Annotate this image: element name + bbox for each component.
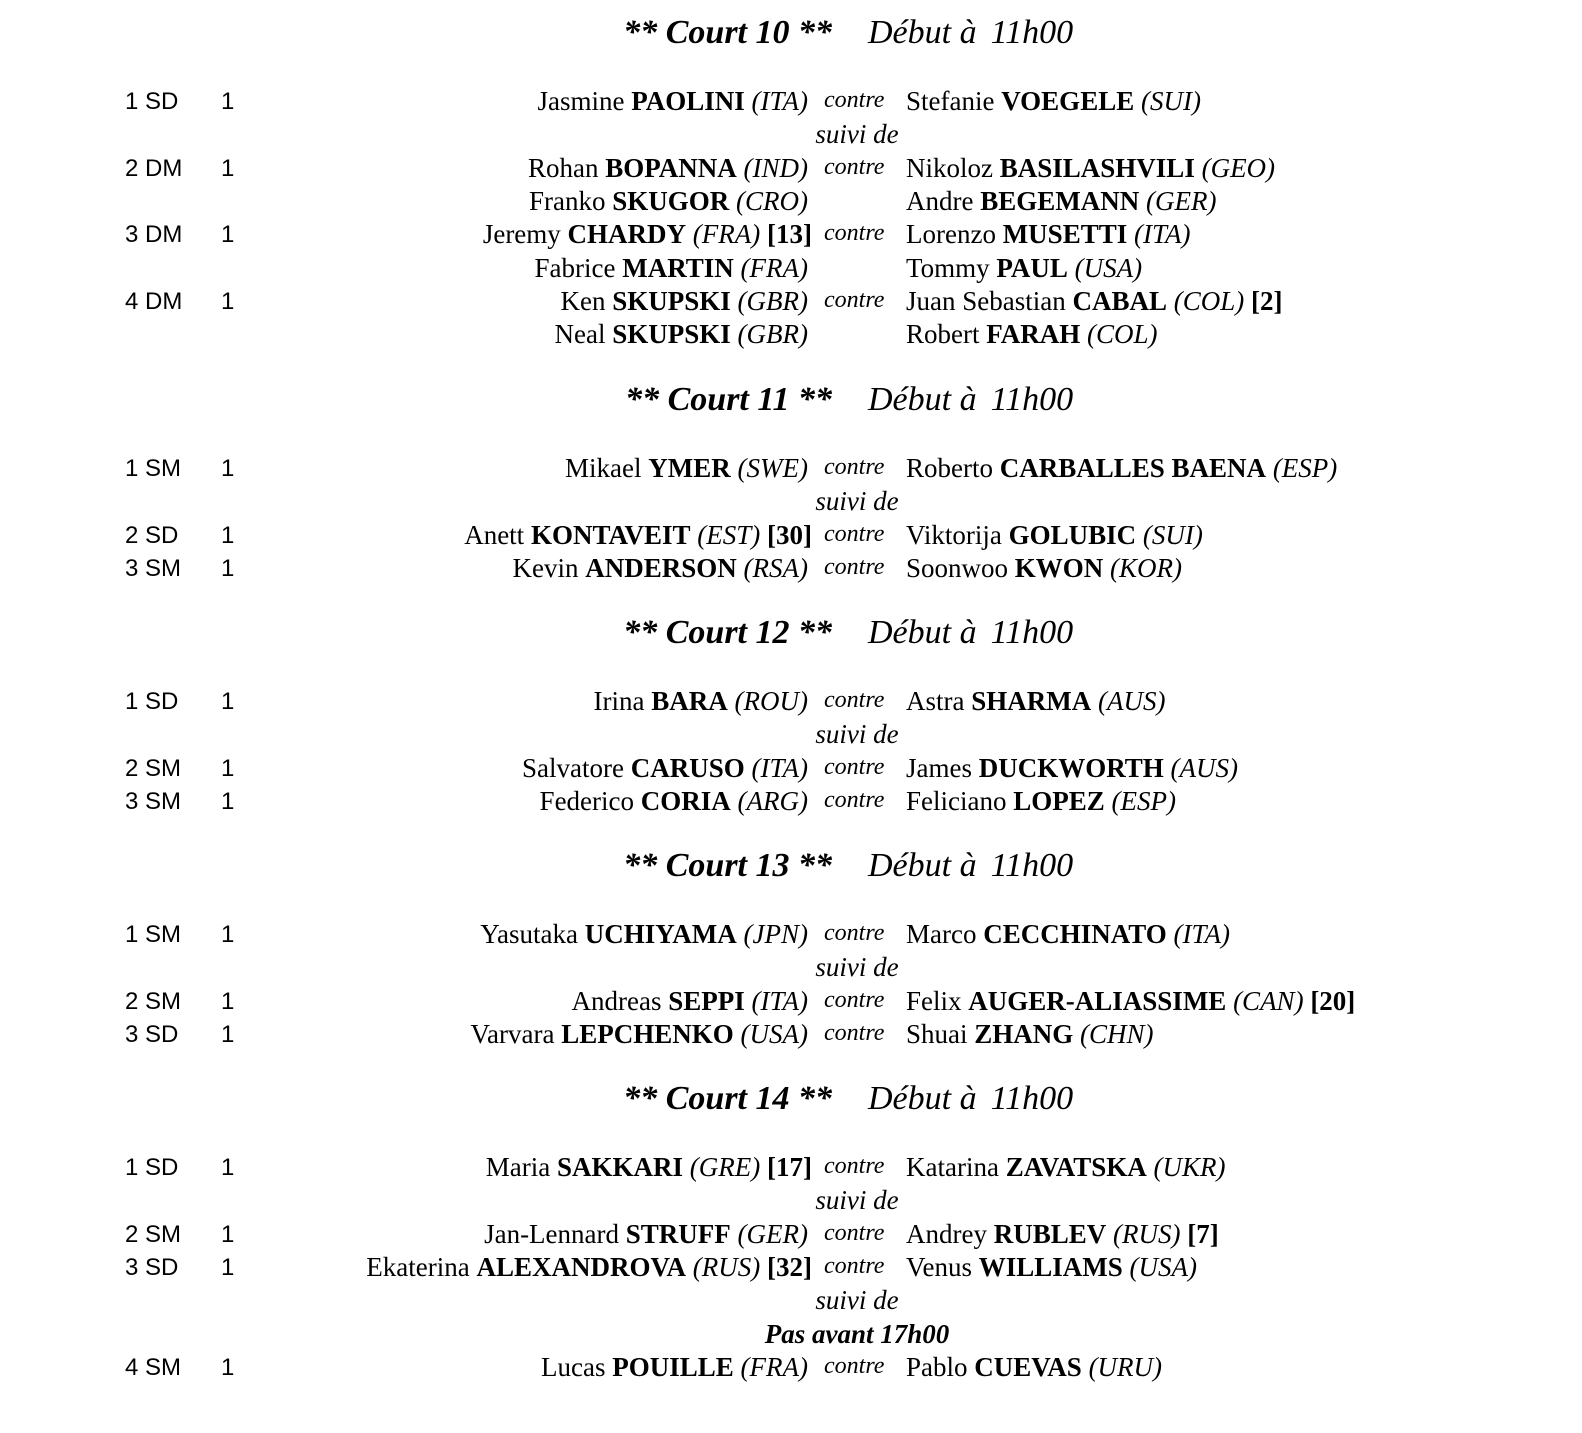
versus-label: contre [824, 1153, 885, 1179]
country-code: (RSA) [743, 552, 808, 583]
country-code: (UKR) [1153, 1152, 1226, 1182]
last-name: POUILLE [612, 1351, 734, 1382]
match-number: 3 SM [125, 554, 182, 582]
first-name: Ekaterina [366, 1251, 470, 1282]
country-code: (ITA) [1134, 219, 1191, 250]
last-name: SKUPSKI [612, 285, 731, 316]
note-text: suivi de [815, 1185, 899, 1216]
suivi-de-note [0, 717, 1582, 751]
last-name: VOEGELE [1001, 86, 1135, 116]
note-text: suivi de [815, 719, 899, 750]
note-text: suivi de [815, 1285, 899, 1316]
player-left [484, 1219, 808, 1250]
versus-label: contre [824, 454, 885, 480]
country-code: (RUS) [1113, 1218, 1181, 1249]
versus-label: contre [824, 986, 885, 1013]
player-right [906, 319, 1158, 350]
player-right [906, 986, 1355, 1017]
last-name: LEPCHENKO [561, 1018, 734, 1049]
partner-row [0, 184, 1582, 218]
debut-label: Début à [868, 14, 977, 51]
versus-label: contre [824, 920, 885, 946]
court-title [625, 381, 832, 419]
round-number: 1 [221, 1353, 235, 1381]
match-number: 4 DM [125, 287, 183, 315]
last-name: CARBALLES BAENA [999, 453, 1267, 483]
player-right [906, 753, 1238, 784]
note-text: suivi de [815, 119, 899, 150]
player-right [906, 186, 1216, 217]
seed-badge: [20] [1310, 985, 1356, 1016]
player-left [541, 1352, 808, 1383]
suivi-de-note [0, 117, 1582, 151]
versus-label: contre [824, 520, 885, 547]
player-left [555, 319, 808, 350]
round-number: 1 [221, 1220, 235, 1248]
first-name: Andrey [906, 1218, 987, 1249]
country-code: (JPN) [743, 919, 808, 949]
first-name: Shuai [906, 1018, 968, 1049]
stars-right: ** [798, 381, 832, 418]
first-name: Katarina [906, 1152, 999, 1182]
court-title [623, 847, 832, 885]
partner-row [0, 251, 1582, 285]
player-left [538, 86, 809, 117]
first-name: Fabrice [534, 252, 616, 283]
first-name: Jeremy [482, 219, 561, 250]
versus-label: contre [824, 286, 885, 313]
country-code: (AUS) [1097, 686, 1166, 716]
stars-left: ** [623, 847, 658, 884]
country-code: (ITA) [751, 752, 808, 783]
first-name: Andreas [571, 985, 662, 1016]
first-name: Yasutaka [480, 919, 579, 949]
last-name: LOPEZ [1013, 785, 1105, 816]
player-left [528, 153, 808, 184]
last-name: CUEVAS [974, 1351, 1082, 1382]
country-code: (SUI) [1140, 86, 1201, 116]
versus-label: contre [824, 1219, 885, 1246]
round-number: 1 [221, 455, 235, 482]
country-code: (FRA) [740, 1351, 808, 1382]
round-number: 1 [221, 787, 235, 815]
versus-label: contre [824, 1352, 885, 1379]
last-name: CHARDY [567, 219, 687, 250]
versus-label: contre [824, 153, 885, 180]
country-code: (GRE) [689, 1152, 761, 1182]
player-left [561, 286, 809, 317]
seed-badge: [2] [1251, 285, 1283, 316]
note-text: suivi de [815, 486, 899, 517]
country-code: (GBR) [737, 285, 808, 316]
country-code: (KOR) [1110, 552, 1183, 583]
country-code: (RUS) [692, 1251, 761, 1282]
versus-label: contre [824, 1019, 885, 1046]
last-name: WILLIAMS [978, 1251, 1123, 1282]
player-right [906, 1252, 1197, 1283]
match-row [0, 151, 1582, 185]
court-label: Court 13 [665, 847, 790, 884]
player-left [529, 186, 808, 217]
match-row [0, 217, 1582, 251]
last-name: MARTIN [622, 252, 734, 283]
country-code: (ESP) [1111, 785, 1176, 816]
court-heading [0, 614, 1582, 658]
first-name: Viktorija [906, 519, 1002, 550]
last-name: SEPPI [668, 985, 745, 1016]
first-name: Jan-Lennard [484, 1218, 620, 1249]
first-name: Salvatore [522, 752, 624, 783]
stars-right: ** [798, 847, 832, 884]
country-code: (EST) [697, 519, 761, 550]
last-name: CORIA [640, 785, 731, 816]
player-left [540, 786, 808, 817]
first-name: Varvara [470, 1018, 555, 1049]
first-name: Stefanie [906, 86, 995, 116]
last-name: SKUGOR [612, 185, 730, 216]
first-name: Lorenzo [906, 219, 996, 250]
match-number: 2 SD [125, 521, 179, 549]
player-left [480, 919, 808, 950]
stars-left: ** [623, 614, 658, 651]
first-name: Robert [906, 319, 980, 350]
country-code: (URU) [1088, 1351, 1163, 1382]
round-number: 1 [221, 221, 235, 249]
country-code: (GER) [737, 1218, 808, 1249]
round-number: 1 [221, 1154, 235, 1181]
versus-label: contre [824, 687, 885, 713]
match-row [0, 1217, 1582, 1251]
last-name: ALEXANDROVA [476, 1251, 687, 1282]
stars-right: ** [798, 1080, 832, 1117]
versus-label: contre [824, 87, 885, 113]
court-label: Court 10 [665, 14, 790, 51]
country-code: (ITA) [1173, 919, 1230, 949]
match-row [0, 551, 1582, 585]
country-code: (GEO) [1201, 152, 1276, 183]
last-name: ZAVATSKA [1005, 1152, 1147, 1182]
country-code: (CRO) [736, 185, 808, 216]
last-name: DUCKWORTH [978, 752, 1164, 783]
round-number: 1 [221, 688, 235, 715]
match-row [0, 984, 1582, 1018]
player-right [906, 253, 1142, 284]
last-name: AUGER-ALIASSIME [968, 985, 1227, 1016]
note-text: suivi de [815, 952, 899, 983]
match-row [0, 684, 1582, 718]
time-value: 11h00 [990, 1080, 1074, 1117]
stars-left: ** [623, 1080, 658, 1117]
first-name: Mikael [565, 453, 642, 483]
match-row [0, 917, 1582, 951]
first-name: Soonwoo [906, 552, 1009, 583]
last-name: BEGEMANN [980, 185, 1140, 216]
last-name: RUBLEV [993, 1218, 1107, 1249]
match-number: 3 DM [125, 221, 183, 249]
start-time [868, 14, 1073, 52]
first-name: Ken [560, 285, 606, 316]
match-row [0, 1350, 1582, 1384]
country-code: (FRA) [740, 252, 808, 283]
stars-right: ** [798, 14, 832, 51]
first-name: Jasmine [537, 86, 625, 116]
round-number: 1 [221, 154, 235, 182]
match-number: 2 SM [125, 754, 182, 782]
seed-badge: [13] [767, 219, 812, 250]
match-number: 1 SD [125, 688, 179, 715]
player-right [906, 1152, 1226, 1183]
versus-label: contre [824, 553, 885, 580]
last-name: ZHANG [974, 1018, 1074, 1049]
match-row [0, 1150, 1582, 1184]
player-right [906, 286, 1283, 317]
first-name: Felix [906, 985, 962, 1016]
country-code: (USA) [740, 1018, 808, 1049]
versus-label: contre [824, 220, 885, 247]
match-row [0, 1017, 1582, 1051]
time-value: 11h00 [990, 614, 1074, 651]
country-code: (ITA) [751, 985, 808, 1016]
country-code: (USA) [1074, 252, 1143, 283]
court-label: Court 14 [665, 1080, 790, 1117]
seed-badge: [17] [767, 1152, 812, 1182]
match-number: 1 SD [125, 1154, 179, 1181]
country-code: (COL) [1087, 319, 1158, 350]
suivi-de-note [0, 484, 1582, 518]
first-name: James [906, 752, 972, 783]
match-number: 2 SM [125, 1220, 182, 1248]
player-right [906, 1219, 1219, 1250]
player-left [535, 253, 808, 284]
round-number: 1 [221, 521, 235, 549]
first-name: Rohan [528, 152, 599, 183]
player-left [471, 1019, 808, 1050]
player-right [906, 453, 1337, 484]
last-name: KONTAVEIT [530, 519, 691, 550]
round-number: 1 [221, 987, 235, 1015]
round-number: 1 [221, 1253, 235, 1281]
partner-row [0, 317, 1582, 351]
first-name: Lucas [541, 1351, 606, 1382]
time-value: 11h00 [990, 14, 1074, 51]
match-number: 3 SM [125, 787, 182, 815]
court-title [623, 1080, 832, 1118]
country-code: (FRA) [692, 219, 761, 250]
versus-label: contre [824, 786, 885, 813]
last-name: SAKKARI [557, 1152, 684, 1182]
player-left [594, 686, 808, 717]
match-number: 2 SM [125, 987, 182, 1015]
player-right [906, 86, 1201, 117]
player-left [464, 520, 812, 551]
last-name: SKUPSKI [612, 319, 731, 350]
first-name: Kevin [512, 552, 579, 583]
last-name: MUSETTI [1002, 219, 1128, 250]
country-code: (ARG) [737, 785, 808, 816]
player-left [483, 219, 812, 250]
last-name: FARAH [986, 319, 1081, 350]
first-name: Feliciano [906, 785, 1007, 816]
match-row [0, 518, 1582, 552]
round-number: 1 [221, 287, 235, 315]
match-row [0, 784, 1582, 818]
stars-right: ** [798, 614, 832, 651]
first-name: Federico [539, 785, 635, 816]
last-name: CARUSO [630, 752, 745, 783]
suivi-de-note [0, 950, 1582, 984]
seed-badge: [7] [1187, 1218, 1219, 1249]
stars-left: ** [625, 381, 660, 418]
player-right [906, 219, 1190, 250]
time-restriction-note [0, 1317, 1582, 1351]
player-right [906, 686, 1165, 717]
country-code: (GBR) [737, 319, 808, 350]
country-code: (ESP) [1272, 453, 1338, 483]
first-name: Marco [906, 919, 977, 949]
match-number: 4 SM [125, 1353, 182, 1381]
versus-label: contre [824, 1252, 885, 1279]
last-name: SHARMA [971, 686, 1092, 716]
last-name: KWON [1014, 552, 1104, 583]
court-heading [0, 14, 1582, 58]
player-left [565, 453, 808, 484]
country-code: (GER) [1146, 185, 1217, 216]
round-number: 1 [221, 1020, 235, 1048]
first-name: Venus [906, 1251, 972, 1282]
country-code: (CHN) [1080, 1018, 1154, 1049]
note-text: Pas avant 17h00 [764, 1318, 950, 1349]
suivi-de-note [0, 1183, 1582, 1217]
court-heading [0, 381, 1582, 425]
player-right [906, 786, 1176, 817]
round-number: 1 [221, 88, 235, 115]
seed-badge: [32] [767, 1251, 812, 1282]
player-right [906, 1352, 1162, 1383]
seed-badge: [30] [767, 519, 812, 550]
match-row [0, 1250, 1582, 1284]
last-name: UCHIYAMA [584, 919, 737, 949]
country-code: (SWE) [737, 453, 808, 483]
first-name: Maria [485, 1152, 551, 1182]
time-value: 11h00 [990, 381, 1074, 418]
round-number: 1 [221, 554, 235, 582]
player-right [906, 520, 1203, 551]
debut-label: Début à [868, 1080, 977, 1117]
match-row [0, 84, 1582, 118]
match-row [0, 751, 1582, 785]
court-title [623, 614, 832, 652]
suivi-de-note [0, 1283, 1582, 1317]
country-code: (SUI) [1142, 519, 1203, 550]
player-right [906, 919, 1230, 950]
last-name: CECCHINATO [983, 919, 1167, 949]
country-code: (ROU) [734, 686, 808, 716]
player-right [906, 1019, 1154, 1050]
court-heading [0, 847, 1582, 891]
first-name: Irina [593, 686, 645, 716]
match-row [0, 284, 1582, 318]
player-left [572, 986, 808, 1017]
match-number: 3 SD [125, 1020, 179, 1048]
stars-left: ** [623, 14, 658, 51]
match-number: 2 DM [125, 154, 183, 182]
country-code: (COL) [1173, 285, 1245, 316]
first-name: Roberto [906, 453, 993, 483]
country-code: (AUS) [1170, 752, 1239, 783]
first-name: Juan Sebastian [906, 285, 1066, 316]
start-time [868, 614, 1073, 652]
player-right [906, 553, 1182, 584]
start-time [868, 847, 1073, 885]
match-row [0, 451, 1582, 485]
last-name: PAOLINI [631, 86, 745, 116]
country-code: (USA) [1129, 1251, 1198, 1282]
player-left [486, 1152, 812, 1183]
debut-label: Début à [868, 847, 977, 884]
versus-label: contre [824, 753, 885, 780]
first-name: Franko [528, 185, 606, 216]
match-number: 1 SD [125, 88, 179, 115]
time-value: 11h00 [990, 847, 1074, 884]
first-name: Astra [906, 686, 965, 716]
court-label: Court 12 [665, 614, 790, 651]
last-name: BOPANNA [605, 152, 737, 183]
player-right [906, 153, 1275, 184]
last-name: PAUL [996, 252, 1068, 283]
match-number: 3 SD [125, 1253, 179, 1281]
country-code: (CAN) [1233, 985, 1304, 1016]
court-label: Court 11 [667, 381, 790, 418]
first-name: Anett [464, 519, 525, 550]
last-name: BARA [651, 686, 728, 716]
last-name: ANDERSON [585, 552, 737, 583]
start-time [868, 381, 1073, 419]
first-name: Nikoloz [906, 152, 993, 183]
last-name: BASILASHVILI [999, 152, 1195, 183]
player-left [513, 553, 808, 584]
first-name: Neal [554, 319, 606, 350]
start-time [868, 1080, 1073, 1118]
country-code: (ITA) [751, 86, 808, 116]
match-number: 1 SM [125, 455, 182, 482]
debut-label: Début à [868, 614, 977, 651]
player-left [366, 1252, 812, 1283]
round-number: 1 [221, 754, 235, 782]
first-name: Tommy [906, 252, 990, 283]
last-name: STRUFF [625, 1218, 731, 1249]
round-number: 1 [221, 921, 235, 948]
last-name: GOLUBIC [1008, 519, 1137, 550]
player-left [522, 753, 808, 784]
court-title [623, 14, 832, 52]
first-name: Andre [906, 185, 974, 216]
first-name: Pablo [906, 1351, 968, 1382]
last-name: YMER [648, 453, 731, 483]
last-name: CABAL [1072, 285, 1167, 316]
match-number: 1 SM [125, 921, 182, 948]
country-code: (IND) [743, 152, 808, 183]
debut-label: Début à [868, 381, 977, 418]
court-heading [0, 1080, 1582, 1124]
